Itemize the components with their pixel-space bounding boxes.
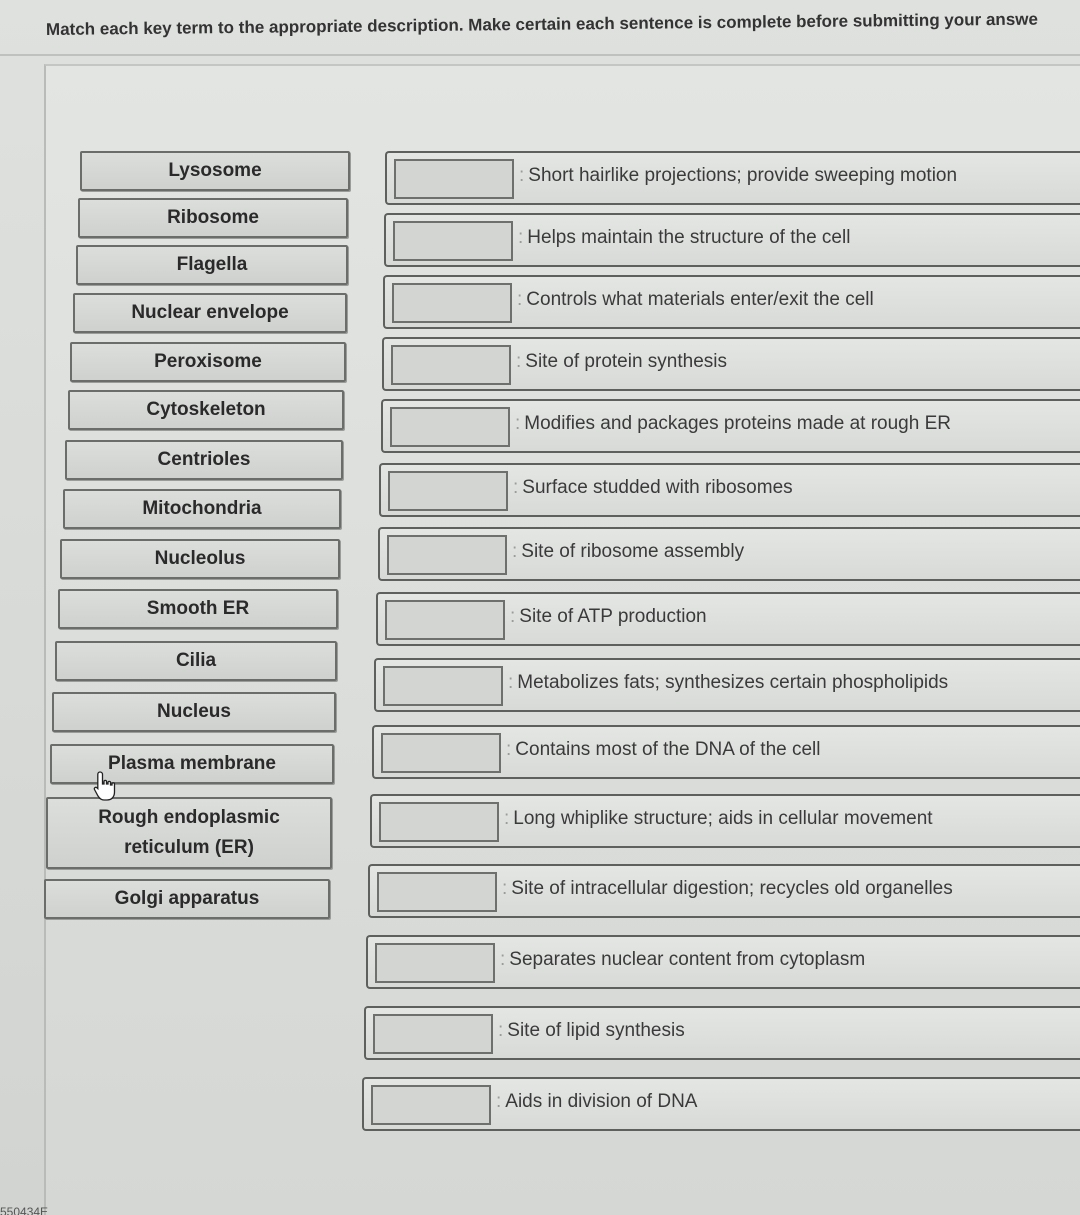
drop-target[interactable] [379, 802, 499, 842]
term-cytoskeleton[interactable] [68, 390, 344, 430]
drop-target[interactable] [375, 943, 495, 983]
match-row [374, 658, 1080, 712]
instruction-text: Match each key term to the appropriate description. Make certain each sentence is complete before submitting your answe [45, 9, 1038, 39]
description-text: : Controls what materials enter/exit the cell [517, 277, 874, 327]
drop-target[interactable] [393, 221, 513, 261]
drop-target[interactable] [371, 1085, 491, 1125]
match-row [362, 1077, 1080, 1131]
term-golgi-apparatus[interactable] [44, 879, 330, 919]
drop-target[interactable] [390, 407, 510, 447]
description-text: : Site of lipid synthesis [498, 1008, 685, 1058]
term-nuclear-envelope[interactable] [73, 293, 347, 333]
term-nucleus[interactable] [52, 692, 336, 732]
term-centrioles[interactable] [65, 440, 343, 480]
description-text: : Surface studded with ribosomes [513, 465, 793, 515]
description-text: : Contains most of the DNA of the cell [506, 727, 821, 777]
term-flagella[interactable] [76, 245, 348, 285]
divider [0, 54, 1080, 56]
description-text: : Short hairlike projections; provide sweeping motion [519, 153, 957, 203]
drop-target[interactable] [388, 471, 508, 511]
description-text: : Site of intracellular digestion; recycles old organelles [502, 866, 953, 916]
term-label: Cytoskeleton [146, 399, 266, 420]
drop-target[interactable] [385, 600, 505, 640]
description-text: : Aids in division of DNA [496, 1079, 697, 1129]
term-mitochondria[interactable] [63, 489, 341, 529]
term-lysosome[interactable] [80, 151, 350, 191]
term-label: Rough endoplasmic reticulum (ER) [98, 807, 280, 858]
description-text: : Site of protein synthesis [516, 339, 727, 389]
term-label: Mitochondria [142, 498, 262, 519]
match-row [384, 213, 1080, 267]
description-text: : Long whiplike structure; aids in cellular movement [504, 796, 933, 846]
match-row [364, 1006, 1080, 1060]
term-label: Plasma membrane [108, 753, 276, 774]
description-text: : Separates nuclear content from cytoplasm [500, 937, 865, 987]
match-row [381, 399, 1080, 453]
term-label: Ribosome [167, 207, 259, 228]
description-text: : Modifies and packages proteins made at rough ER [515, 401, 951, 451]
match-row [376, 592, 1080, 646]
drop-target[interactable] [392, 283, 512, 323]
match-row [385, 151, 1080, 205]
match-row [370, 794, 1080, 848]
match-row [383, 275, 1080, 329]
term-rough-er[interactable] [46, 797, 332, 869]
description-text: : Metabolizes fats; synthesizes certain phospholipids [508, 660, 948, 710]
footer-id: 550434E [0, 1205, 49, 1215]
term-label: Centrioles [157, 449, 251, 470]
match-row [379, 463, 1080, 517]
term-label: Nuclear envelope [131, 302, 289, 323]
term-label: Lysosome [168, 160, 262, 181]
match-row [382, 337, 1080, 391]
drop-target[interactable] [391, 345, 511, 385]
match-row [372, 725, 1080, 779]
term-peroxisome[interactable] [70, 342, 346, 382]
drop-target[interactable] [383, 666, 503, 706]
drop-target[interactable] [377, 872, 497, 912]
term-label: Flagella [176, 254, 248, 275]
hand-cursor-icon [92, 770, 118, 802]
description-text: : Helps maintain the structure of the cell [518, 215, 850, 265]
term-label: Nucleolus [154, 548, 246, 569]
drop-target[interactable] [373, 1014, 493, 1054]
description-text: : Site of ATP production [510, 594, 707, 644]
drop-target[interactable] [381, 733, 501, 773]
term-cilia[interactable] [55, 641, 337, 681]
term-label: Peroxisome [154, 351, 262, 372]
match-row [378, 527, 1080, 581]
term-label: Smooth ER [146, 598, 250, 619]
description-text: : Site of ribosome assembly [512, 529, 744, 579]
term-label: Cilia [175, 650, 217, 671]
term-label: Golgi apparatus [114, 888, 260, 909]
drop-target[interactable] [387, 535, 507, 575]
term-ribosome[interactable] [78, 198, 348, 238]
term-nucleolus[interactable] [60, 539, 340, 579]
drop-target[interactable] [394, 159, 514, 199]
term-label: Nucleus [157, 701, 231, 722]
term-smooth-er[interactable] [58, 589, 338, 629]
match-row [368, 864, 1080, 918]
match-row [366, 935, 1080, 989]
